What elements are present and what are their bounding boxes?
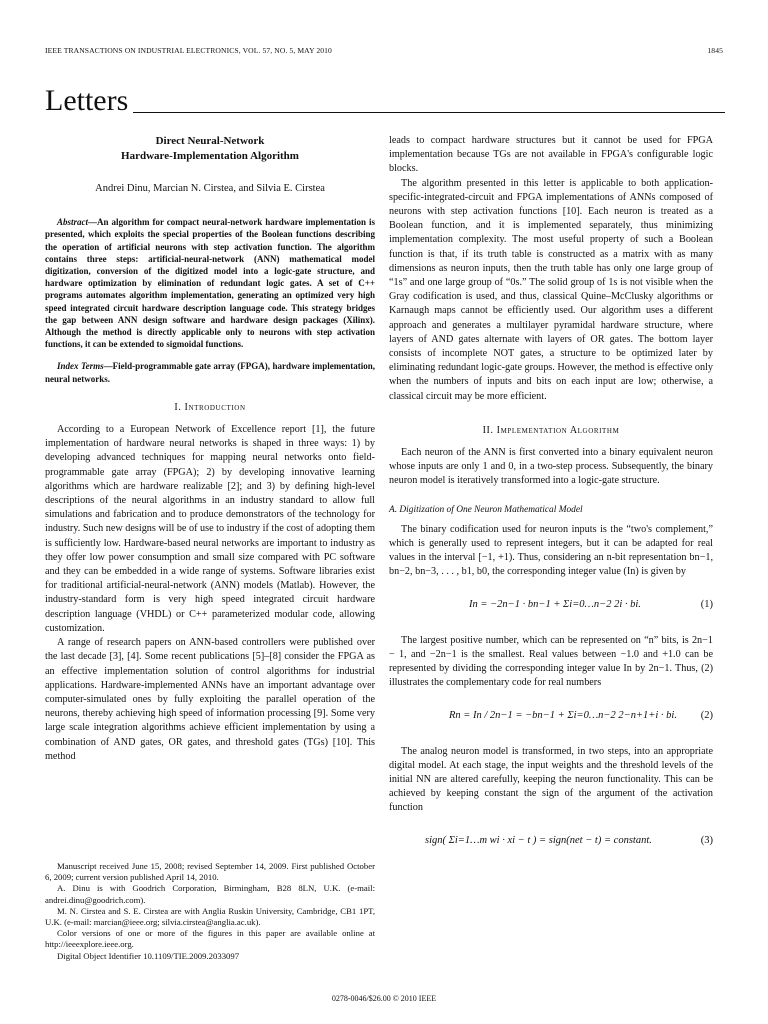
equation-2-number: (2): [700, 709, 713, 721]
algorithm-paragraph: The algorithm presented in this letter is applicable to both application-specific-integrated-circuit and FPGA implementations of ANNs composed of neurons with step activation functions [10]. Each neuron is treated as a Boolean function, and it is implemented separately, thus minimizing implementation complexity. The most useful property of such a Boolean function is that, if its truth table is constructed as a matrix with as many dimensions as neuron inputs, then the truth table has only one large group of “1s” and one large group of “0s.” The solid group of 1s is not visible when the Gray codification is used, and thus, classical Quine–McClusky algorithms or Karnaugh maps cannot be efficiently used. Our algorithm uses a different approach and generates a multilayer pyramidal hardware structure, where layers of AND gates alternate with layers of OR gates. The bottom layer consists of incomplete NOT gates, a structure to be optimized later by eliminating redundant logic-gate groups. However, the method is effective only when the numbers of inputs and bits on each input are low; otherwise, a classical circuit may be more efficient.: [389, 177, 713, 402]
section-banner: [45, 86, 725, 126]
banner-rule: [133, 112, 725, 113]
section-heading-introduction: I. Introduction: [174, 401, 246, 413]
left-column: [45, 134, 375, 764]
equation-3-number: (3): [700, 834, 713, 846]
page-number: 1845: [707, 46, 723, 55]
paper-title: Direct Neural-Network Hardware-Implementation Algorithm: [121, 135, 299, 162]
equation-3: sign( Σi=1…m wi · xi − t ) = sign(net − t) = constant. (3): [389, 826, 713, 860]
continued-paragraph: leads to compact hardware structures but it cannot be used for FPGA implementation because TGs are not available in FPGA's configurable logic blocks.: [389, 135, 713, 175]
right-column: [389, 134, 713, 870]
footnote: Manuscript received June 15, 2008; revised September 14, 2009. First published October 6, 2009; current version published April 14, 2010. A. Dinu is with Goodrich Corporation, Birmingham, B28 8LN, U.K. (e-mail: andrei.dinu@goodrich.com). M. N. Cirstea and S. E. Cirstea are with Anglia Ruskin University, Cambridge, CB1 1PT, U.K. (e-mail: marcian@ieee.org; silvia.cirstea@anglia.ac.uk). Color versions of one or more of the figures in this paper are available online at http://ieeexplore.ieee.org. Digital Object Identifier 10.1109/TIE.2009.2033097: [45, 861, 375, 961]
digitization-paragraph-2: The largest positive number, which can be represented on “n” bits, is 2n−1 − 1, and −2n−1 is the smallest. Real values between −1.0 and +1.0 can be represented by dividing the corresponding integer value In by 2n−1. Thus, (2) illustrates the complementary code for real numbers: [389, 634, 713, 689]
impl-paragraph: Each neuron of the ANN is first converted into a binary equivalent neuron whose inputs are only 1 and 0, in a two-step process. Subsequently, the binary neuron model is iteratively transformed into a logic-gate structure.: [389, 447, 713, 487]
index-terms: Index Terms—Field-programmable gate array (FPGA), hardware implementation, neural networks.: [45, 361, 375, 384]
copyright-line: 0278-0046/$26.00 © 2010 IEEE: [331, 994, 437, 1003]
running-header: [45, 46, 723, 55]
authors: Andrei Dinu, Marcian N. Cirstea, and Silvia E. Cirstea: [95, 183, 325, 194]
intro-paragraph-1: According to a European Network of Excellence report [1], the future implementation of hardware neural networks is shaped in three ways: 1) by developing advanced techniques for mapping neural networks onto field-programmable gate array (FPGA); 2) by developing innovative learning algorithms which are hardware realizable [2]; and 3) by defining high-level descriptions of the neural algorithms in an industry standard to allow full simulations and fabrication and to produce demonstrators of the technology for industry. Such new designs will be of use to industry if the cost of adopting them is sufficiently low. Hardware-based neural networks are important to industry as they offer low power consumption and small size compared with PC software and they can be embedded in a wide range of systems. Software libraries exist for traditional artificial-neural-network (ANN) models (Matlab). However, the industry-standard form is very high speed integrated circuit hardware description language (VHDL) or C++ parameterized modular code, allowing customization.: [45, 424, 375, 634]
digitization-paragraph-3: The analog neuron model is transformed, in two steps, into an appropriate digital model. At each stage, the input weights and the threshold levels of the initial NN are altered carefully, keeping the neuron functionality. This can be achieved by keeping constant the sign of the argument of the activation function: [389, 745, 713, 814]
subsection-heading-a: A. Digitization of One Neuron Mathematical Model: [389, 504, 583, 515]
journal-name: IEEE TRANSACTIONS ON INDUSTRIAL ELECTRONICS, VOL. 57, NO. 5, MAY 2010: [45, 46, 332, 55]
intro-paragraph-2: A range of research papers on ANN-based controllers were published over the last decade [3], [4]. Some recent publications [5]–[8] consider the FPGA as an effective implementation solution of control algorithms for industrial applications. Hardware-implemented ANNs have an important advantage over computer-simulated ones by fully exploiting the parallel operation of the neurons, thereby achieving high speed of information processing [9]. Some very large scale integration algorithms achieve efficient implementation by using a combination of AND gates, OR gates, and threshold gates (TGs) [10]. This method: [45, 637, 375, 762]
equation-1: In = −2n−1 · bn−1 + Σi=0…n−2 2i · bi. (1): [389, 590, 713, 624]
letters-label: Letters: [45, 84, 129, 117]
section-heading-implementation: II. Implementation Algorithm: [482, 424, 620, 436]
digitization-paragraph-1: The binary codification used for neuron inputs is the “two's complement,” which is generally used to represent integers, but it can be adapted for real values in the interval [−1, +1). Thus, considering an n-bit representation bn−1, bn−2, bn−3, . . . , b1, b0, the corresponding integer value (In) is given by: [389, 523, 713, 578]
abstract: Abstract—An algorithm for compact neural-network hardware implementation is presented, which exploits the special properties of the Boolean functions describing the operation of artificial neurons with step activation function. The algorithm contains three steps: artificial-neural-network (ANN) mathematical model digitization, conversion of the digitized model into a logic-gate structure, and hardware optimization by elimination of redundant logic gates. A set of C++ programs automates algorithm implementation, generating an optimized very high speed integrated circuit hardware description language code. This strategy bridges the gap between ANN design software and hardware design packages (Xilinx). Although the method is directly applicable only to neurons with step activation functions, it can be extended to sigmoidal functions.: [45, 217, 375, 350]
equation-1-number: (1): [700, 598, 713, 610]
equation-2: Rn = In / 2n−1 = −bn−1 + Σi=0…n−2 2−n+1+i · bi. (2): [389, 701, 713, 735]
